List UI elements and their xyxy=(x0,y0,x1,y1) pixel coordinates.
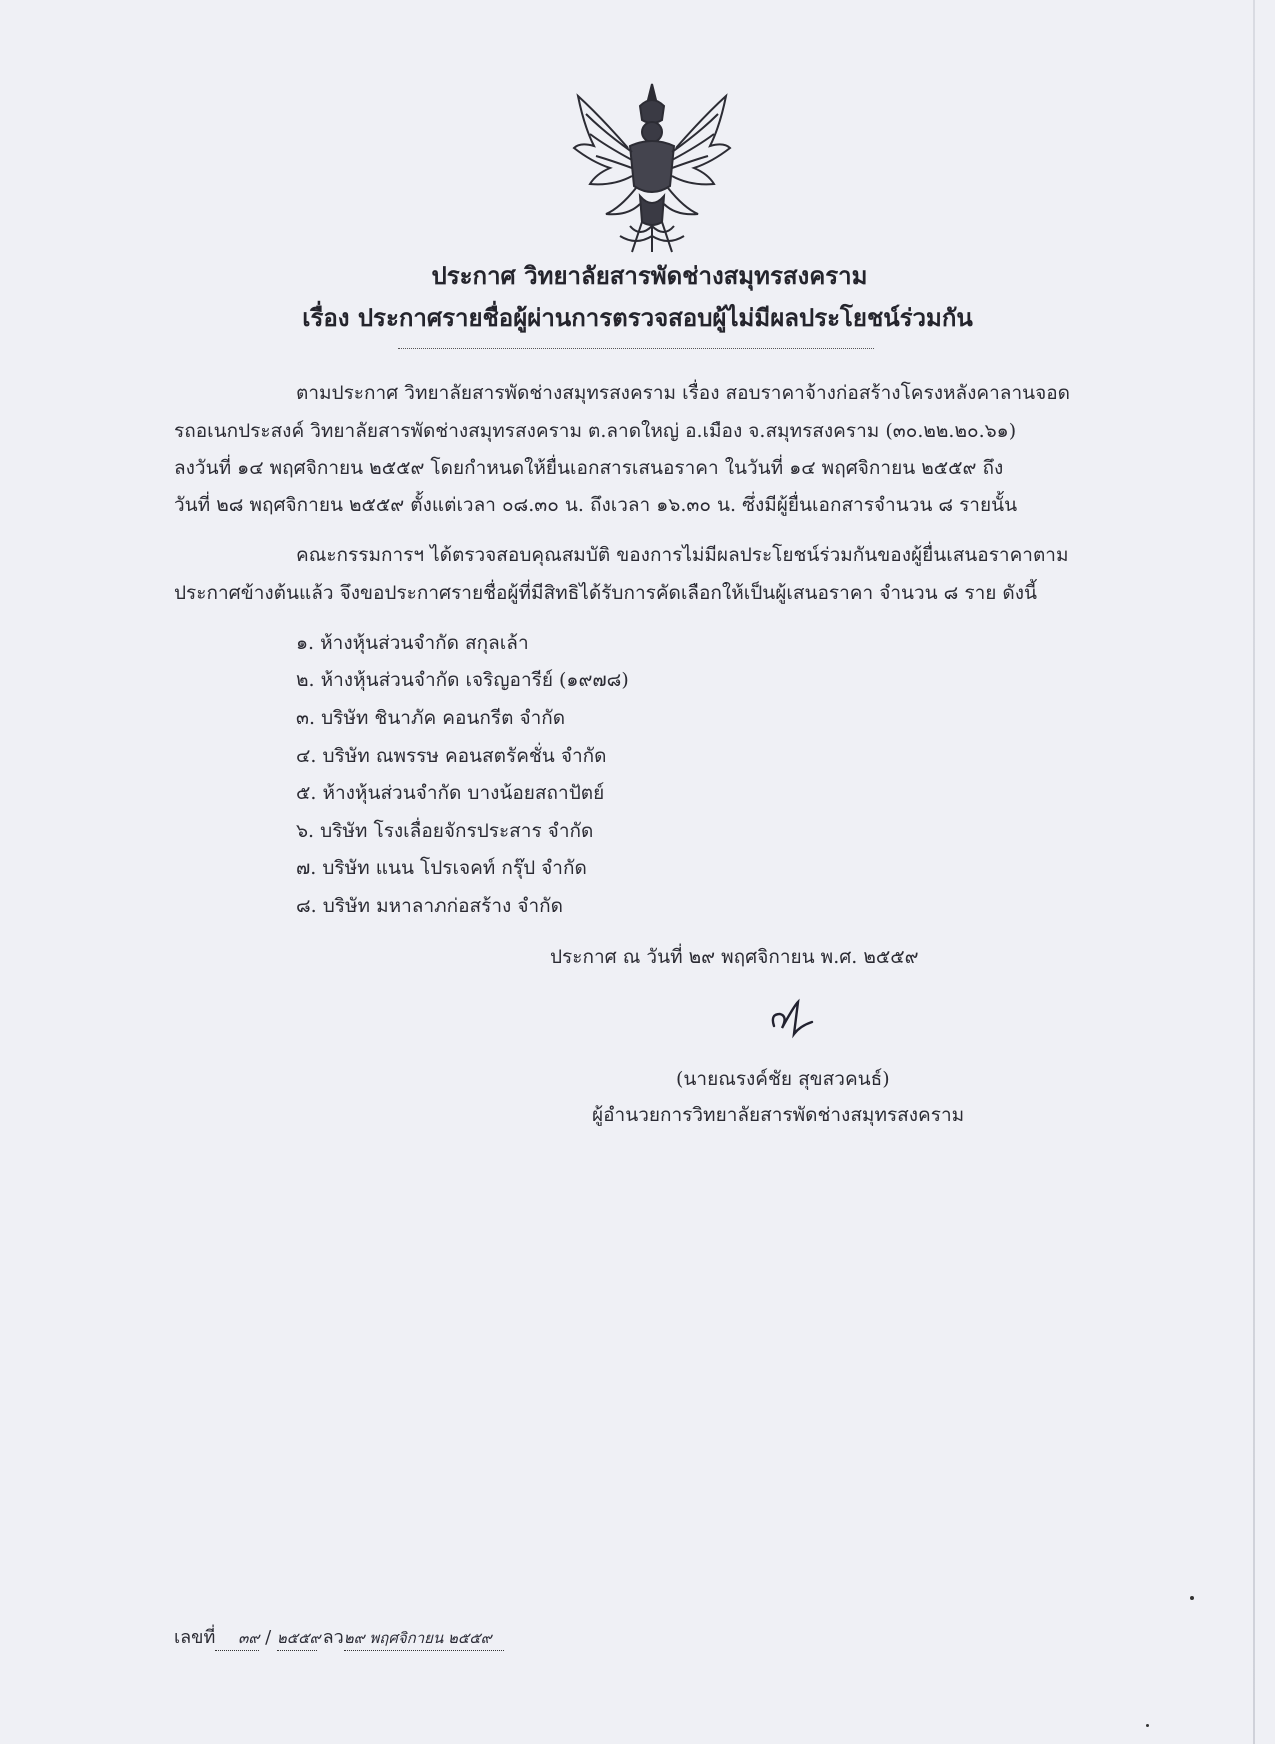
reference-line: เลขที่ ๓๙ / ๒๕๕๙ ลว๒๙ พฤศจิกายน ๒๕๕๙ xyxy=(174,1622,504,1651)
list-item: ๗. บริษัท แนน โปรเจคท์ กรุ๊ป จำกัด xyxy=(296,857,587,879)
paragraph-line: คณะกรรมการฯ ได้ตรวจสอบคุณสมบัติ ของการไม่มีผลประโยชน์ร่วมกันของผู้ยื่นเสนอราคาตาม xyxy=(296,544,1069,566)
garuda-emblem xyxy=(570,76,734,254)
paragraph-line: รถอเนกประสงค์ วิทยาลัยสารพัดช่างสมุทรสงคราม ต.ลาดใหญ่ อ.เมือง จ.สมุทรสงคราม (๓๐.๒๒.๒๐.๖๑) xyxy=(174,420,1017,442)
signer-position: ผู้อำนวยการวิทยาลัยสารพัดช่างสมุทรสงคราม xyxy=(592,1104,965,1126)
list-item: ๘. บริษัท มหาลาภก่อสร้าง จำกัด xyxy=(296,895,563,917)
list-item: ๔. บริษัท ณพรรษ คอนสตรัคชั่น จำกัด xyxy=(296,745,607,767)
list-item: ๓. บริษัท ชินาภัค คอนกรีต จำกัด xyxy=(296,707,566,729)
announce-date: ประกาศ ณ วันที่ ๒๙ พฤศจิกายน พ.ศ. ๒๕๕๙ xyxy=(550,946,919,968)
paragraph-line: ตามประกาศ วิทยาลัยสารพัดช่างสมุทรสงคราม เรื่อง สอบราคาจ้างก่อสร้างโครงหลังคาลานจอด xyxy=(296,382,1070,404)
scan-speck xyxy=(1190,1596,1194,1600)
reference-date-label: ลว xyxy=(322,1627,344,1648)
list-item: ๑. ห้างหุ้นส่วนจำกัด สกุลเล้า xyxy=(296,632,529,654)
reference-number-label: เลขที่ xyxy=(174,1627,216,1648)
scan-speck xyxy=(1146,1724,1149,1727)
announcement-subject: เรื่อง ประกาศรายชื่อผู้ผ่านการตรวจสอบผู้ไม่มีผลประโยชน์ร่วมกัน xyxy=(302,303,973,332)
list-item: ๖. บริษัท โรงเลื่อยจักรประสาร จำกัด xyxy=(296,820,594,842)
announcement-title: ประกาศ วิทยาลัยสารพัดช่างสมุทรสงคราม xyxy=(431,261,868,290)
list-item: ๒. ห้างหุ้นส่วนจำกัด เจริญอารีย์ (๑๙๗๘) xyxy=(296,669,629,691)
reference-number-value: ๓๙ xyxy=(238,1629,260,1647)
list-item: ๕. ห้างหุ้นส่วนจำกัด บางน้อยสถาปัตย์ xyxy=(296,782,605,804)
title-divider xyxy=(398,348,874,349)
signature xyxy=(764,996,824,1040)
reference-year-value: ๒๕๕๙ xyxy=(276,1629,321,1647)
signer-name: (นายณรงค์ชัย สุขสวคนธ์) xyxy=(676,1068,890,1090)
paragraph-line: วันที่ ๒๘ พฤศจิกายน ๒๕๕๙ ตั้งแต่เวลา ๐๘.๓๐ น. ถึงเวลา ๑๖.๓๐ น. ซึ่งมีผู้ยื่นเอกสารจำนวน ๘ รายนั้น xyxy=(174,494,1018,516)
reference-date-value: ๒๙ พฤศจิกายน ๒๕๕๙ xyxy=(343,1629,492,1647)
paragraph-line: ลงวันที่ ๑๔ พฤศจิกายน ๒๕๕๙ โดยกำหนดให้ยื่นเอกสารเสนอราคา ในวันที่ ๑๔ พฤศจิกายน ๒๕๕๙ ถึง xyxy=(174,457,1004,479)
paragraph-line: ประกาศข้างต้นแล้ว จึงขอประกาศรายชื่อผู้ที่มีสิทธิได้รับการคัดเลือกให้เป็นผู้เสนอราคา จำนวน ๘ ราย ดังนี้ xyxy=(174,582,1038,604)
